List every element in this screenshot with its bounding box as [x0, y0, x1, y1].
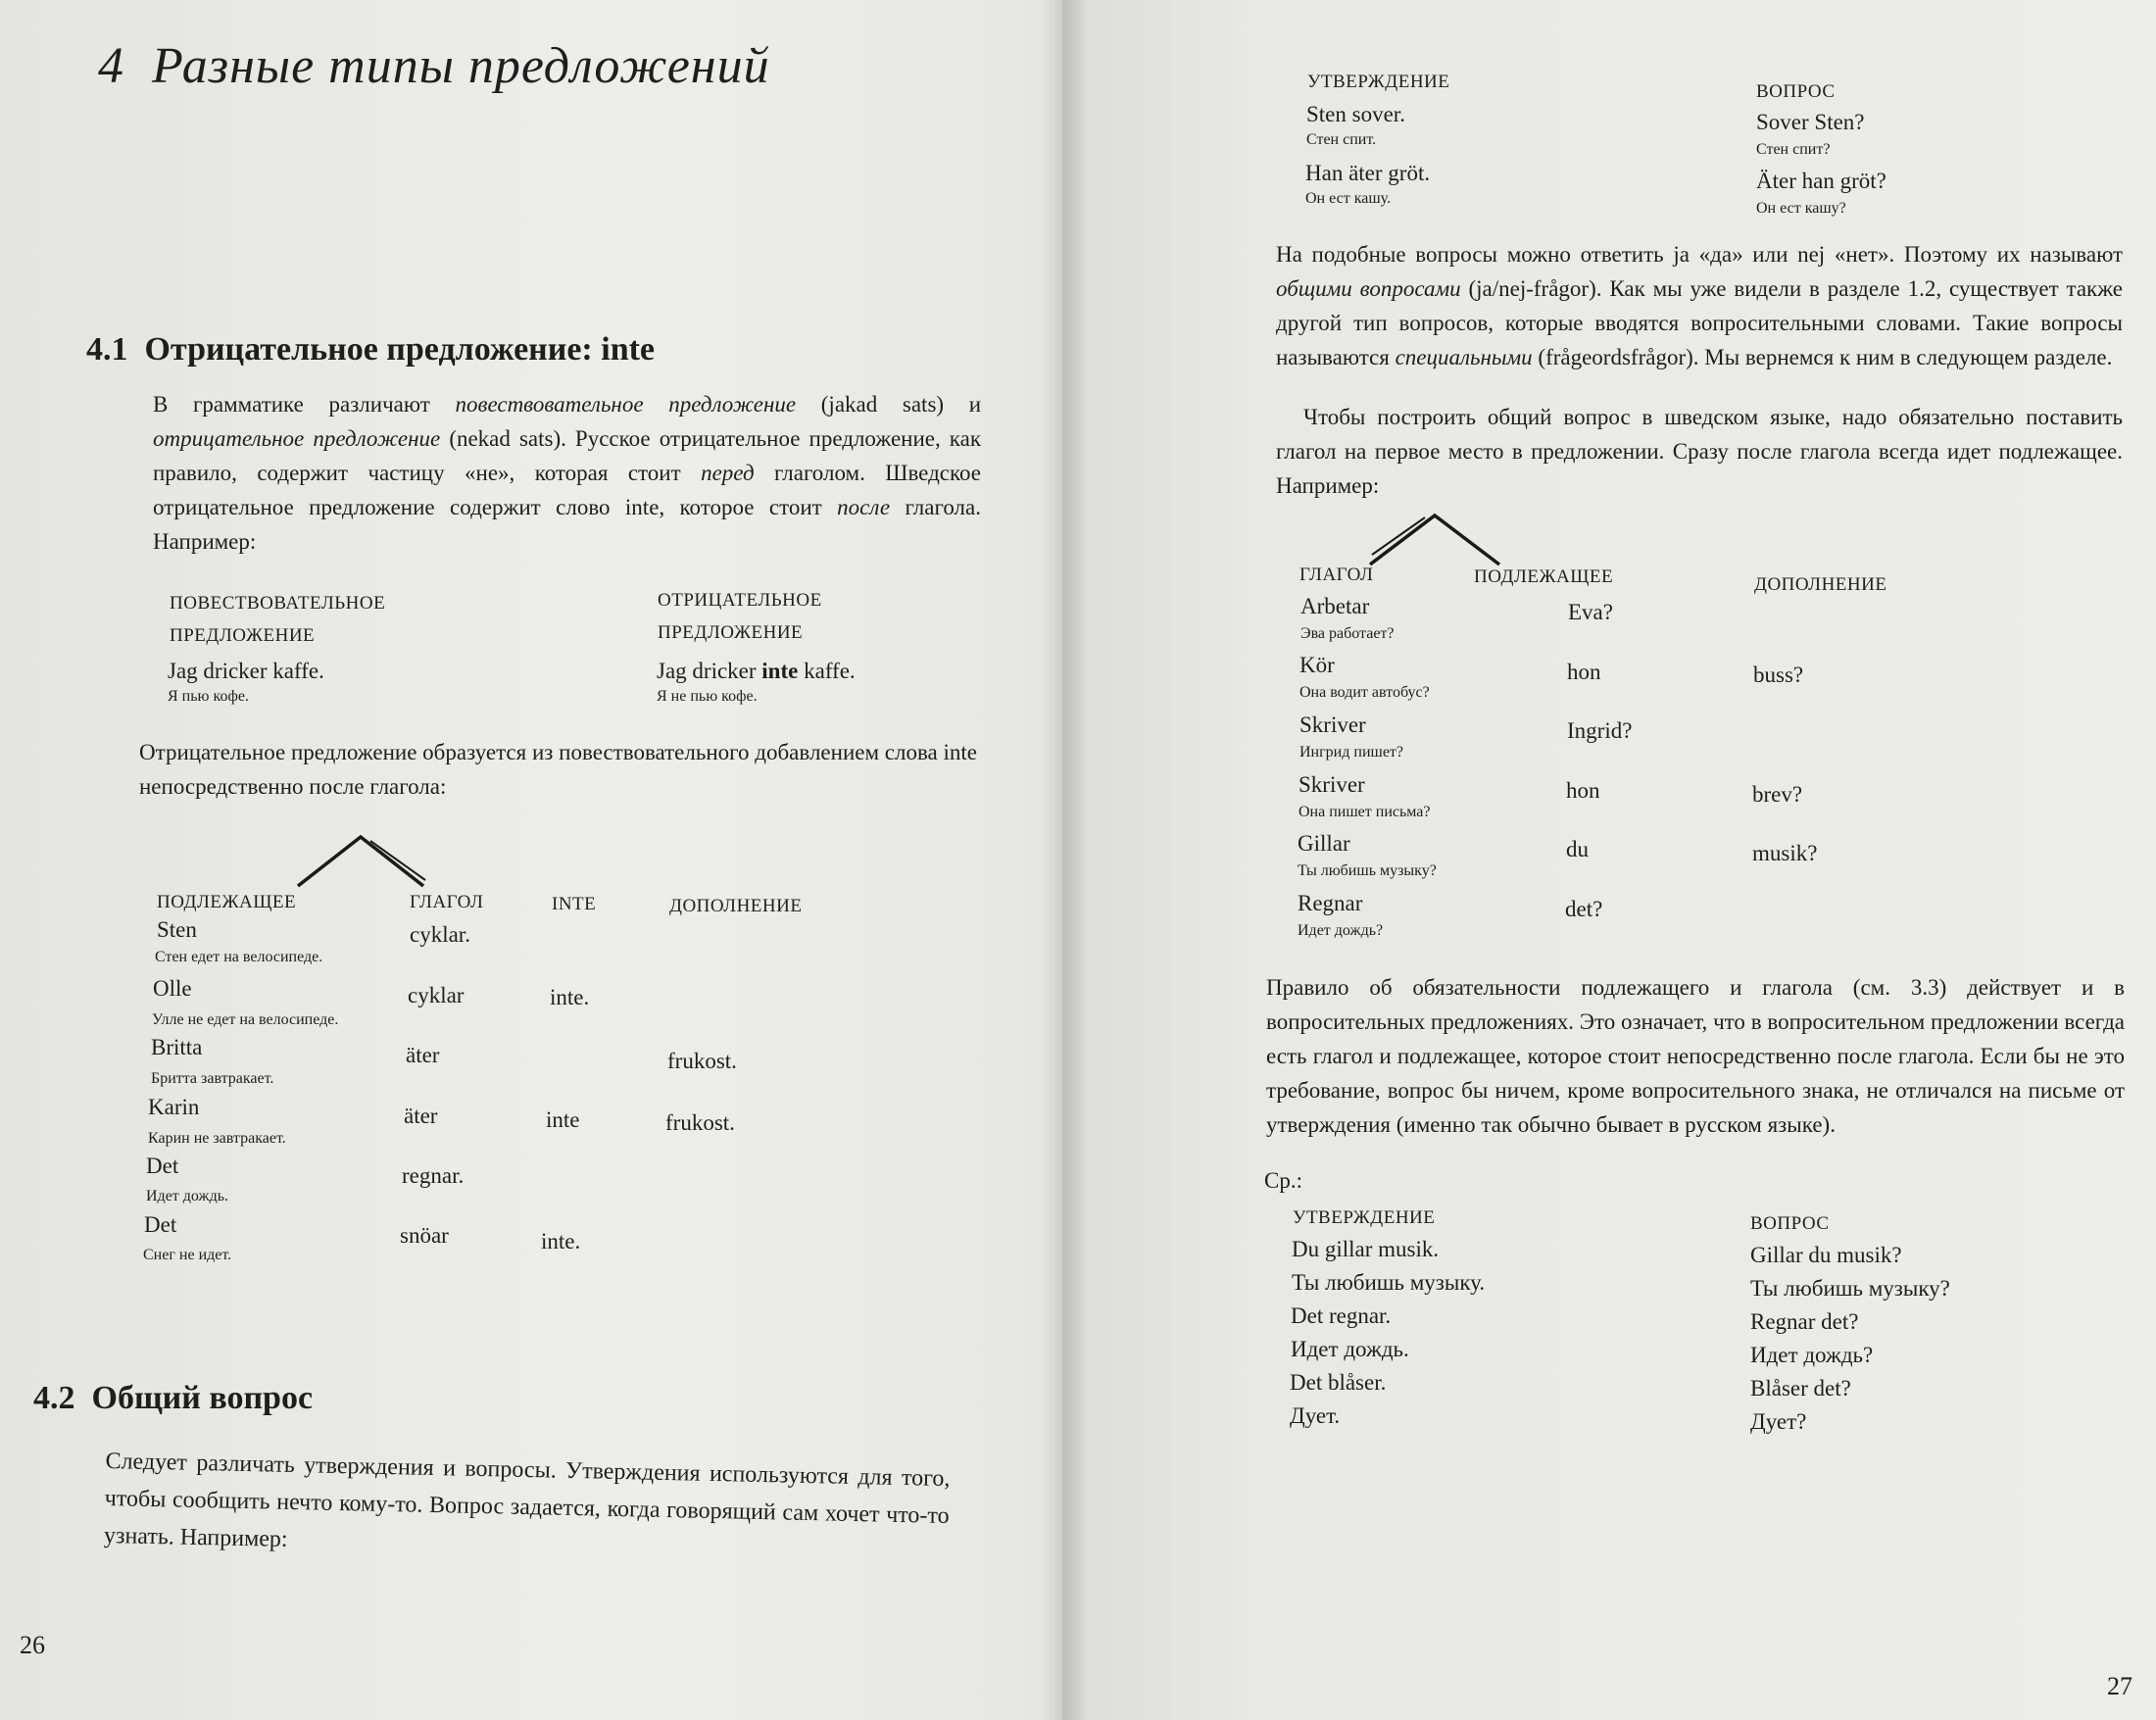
chapter-heading [98, 37, 770, 95]
bottom-statement-1: Du gillar musik. [1292, 1237, 1440, 1261]
header-object: ДОПОЛНЕНИЕ [669, 896, 803, 916]
q-row-3-verb: Skriver [1299, 713, 1366, 737]
section-4-1-intro: В грамматике различают повествовательное предложение (jakad sats) и отрицательное предложение (nekad sats). Русское отрицательное предложение, как правило, содержит частицу «не», которая стоит перед глаголом. Шведское отрицательное предложение содержит слово inte, которое стоит после глагола. Например: [153, 392, 982, 554]
row-4-subject: Karin [148, 1095, 200, 1119]
q-row-2-object: buss? [1753, 663, 1804, 687]
q-row-5-subject: du [1566, 837, 1589, 861]
obligatory-subject-paragraph: Правило об обязательности подлежащего и глагола (см. 3.3) действует и в вопросительных предложениях. Это означает, что в вопросительном предложении всегда есть глагол и подлежащее, которое стоит непосредственно после глагола. Если бы не это требование, вопрос бы ничем, кроме вопросительного знака, не отличался на письме от утверждения (именно так обычно бывает в русском языке). [1266, 975, 2125, 1137]
top-header-question: ВОПРОС [1756, 81, 1836, 102]
row-2-inte: inte. [550, 985, 590, 1009]
row-4-verb: äter [404, 1104, 438, 1128]
chapter-title: Разные типы предложений [152, 38, 770, 94]
row-2-verb: cyklar [408, 983, 465, 1007]
right-page [1062, 0, 2156, 1720]
row-1-subject: Sten [157, 917, 197, 942]
q-row-2-verb: Kör [1299, 653, 1335, 677]
bottom-statement-6: Дует. [1290, 1403, 1341, 1428]
example-header-affirmative-2: ПРЕДЛОЖЕНИЕ [170, 625, 316, 646]
section-number: 4.2 [33, 1380, 75, 1416]
header-verb: ГЛАГОЛ [1299, 565, 1374, 585]
top-statement-1-russian: Стен спит. [1306, 131, 1377, 148]
row-4-object: frukost. [665, 1110, 735, 1135]
row-3-russian: Бритта завтракает. [151, 1070, 274, 1087]
bottom-statement-5: Det blåser. [1290, 1370, 1387, 1395]
bottom-statement-2: Ты любишь музыку. [1292, 1270, 1486, 1295]
row-3-object: frukost. [667, 1049, 737, 1073]
header-subject: ПОДЛЕЖАЩЕЕ [1474, 566, 1614, 587]
row-2-russian: Улле не едет на велосипеде. [152, 1011, 339, 1028]
section-title: Отрицательное предложение: inte [144, 331, 656, 368]
row-5-russian: Идет дождь. [146, 1188, 229, 1204]
q-row-1-subject: Eva? [1568, 600, 1613, 624]
row-2-subject: Olle [153, 976, 192, 1001]
q-row-4-verb: Skriver [1298, 772, 1365, 797]
bottom-question-3: Regnar det? [1750, 1309, 1859, 1334]
row-6-inte: inte. [541, 1229, 581, 1253]
q-row-5-object: musik? [1752, 841, 1818, 865]
row-1-russian: Стен едет на велосипеде. [155, 949, 323, 965]
page-number-right: 27 [2107, 1672, 2132, 1700]
q-row-6-russian: Идет дождь? [1298, 922, 1384, 939]
word-order-paragraph: Чтобы построить общий вопрос в шведском языке, надо обязательно поставить глагол на первое место в предложении. Сразу после глагола всегда идет подлежащее. Например: [1276, 405, 2123, 498]
q-row-1-verb: Arbetar [1300, 594, 1370, 618]
example-affirmative-russian: Я пью кофе. [168, 688, 249, 705]
word-order-arrow [294, 833, 431, 892]
top-header-statement: УТВЕРЖДЕНИЕ [1307, 72, 1450, 92]
row-3-subject: Britta [151, 1035, 203, 1059]
bottom-header-question: ВОПРОС [1750, 1213, 1830, 1234]
section-4-2-heading [33, 1380, 313, 1417]
section-number: 4.1 [86, 331, 128, 368]
formation-text: Отрицательное предложение образуется из повествовательного добавлением слова inte непосредственно после глагола: [139, 740, 977, 799]
inversion-arrow [1366, 512, 1503, 570]
q-row-6-verb: Regnar [1298, 891, 1363, 915]
example-negative-swedish: Jag dricker inte kaffe. [657, 659, 856, 683]
q-row-5-russian: Ты любишь музыку? [1298, 862, 1437, 879]
q-row-2-russian: Она водит автобус? [1299, 684, 1430, 701]
general-question-paragraph: На подобные вопросы можно ответить ja «да» или nej «нет». Поэтому их называют общими вопросами (ja/nej-frågor). Как мы уже видели в разделе 1.2, существует также другой тип вопросов, которые вводятся вопросительными словами. Такие вопросы называются специальными (frågeordsfrågor). Мы вернемся к ним в следующем разделе. [1276, 242, 2123, 369]
bottom-question-2: Ты любишь музыку? [1750, 1276, 1950, 1301]
row-4-inte: inte [546, 1107, 580, 1132]
q-row-6-subject: det? [1565, 897, 1603, 921]
section-4-2-intro: Следует различать утверждения и вопросы. Утверждения используются для того, чтобы сообщить нечто кому-то. Вопрос задается, когда говорящий сам хочет что-то узнать. Например: [103, 1448, 951, 1552]
row-6-russian: Снег не идет. [143, 1247, 232, 1263]
row-6-subject: Det [144, 1212, 177, 1237]
compare-label: Ср.: [1264, 1168, 1302, 1193]
q-row-3-subject: Ingrid? [1567, 718, 1633, 743]
header-verb: ГЛАГОЛ [410, 892, 484, 912]
q-row-3-russian: Ингрид пишет? [1299, 744, 1404, 761]
section-4-1-heading [86, 331, 655, 369]
top-question-2-russian: Он ест кашу? [1756, 200, 1846, 217]
q-row-4-russian: Она пишет письма? [1298, 804, 1431, 820]
top-statement-2: Han äter gröt. [1305, 161, 1431, 185]
example-header-negative-2: ПРЕДЛОЖЕНИЕ [658, 622, 804, 643]
top-question-1-russian: Стен спит? [1756, 141, 1831, 158]
top-question-2: Äter han gröt? [1756, 169, 1886, 193]
bottom-question-5: Blåser det? [1750, 1376, 1851, 1401]
q-row-2-subject: hon [1567, 660, 1601, 684]
row-6-verb: snöar [400, 1223, 449, 1248]
row-5-verb: regnar. [402, 1163, 465, 1188]
row-1-verb: cyklar. [410, 922, 470, 947]
header-subject: ПОДЛЕЖАЩЕЕ [157, 892, 297, 912]
bottom-question-6: Дует? [1750, 1409, 1807, 1434]
example-affirmative-swedish: Jag dricker kaffe. [168, 659, 324, 683]
top-question-1: Sover Sten? [1756, 110, 1865, 134]
q-row-4-object: brev? [1752, 782, 1803, 807]
section-title: Общий вопрос [91, 1380, 314, 1416]
chapter-number: 4 [98, 38, 124, 94]
bottom-question-4: Идет дождь? [1750, 1343, 1874, 1367]
q-row-4-subject: hon [1566, 778, 1600, 803]
top-statement-1: Sten sover. [1306, 102, 1405, 126]
row-4-russian: Карин не завтракает. [148, 1130, 286, 1147]
bottom-question-1: Gillar du musik? [1750, 1243, 1902, 1267]
left-page [0, 0, 1062, 1720]
example-negative-russian: Я не пью кофе. [657, 688, 758, 705]
example-header-affirmative-1: ПОВЕСТВОВАТЕЛЬНОЕ [170, 593, 386, 614]
page-number-left: 26 [20, 1631, 45, 1659]
header-inte: INTE [552, 894, 597, 914]
q-row-5-verb: Gillar [1298, 831, 1350, 856]
bottom-header-statement: УТВЕРЖДЕНИЕ [1293, 1207, 1436, 1228]
example-header-negative-1: ОТРИЦАТЕЛЬНОЕ [658, 590, 822, 611]
bottom-statement-3: Det regnar. [1291, 1303, 1392, 1328]
q-row-1-russian: Эва работает? [1300, 625, 1395, 642]
top-statement-2-russian: Он ест кашу. [1305, 190, 1392, 207]
row-3-verb: äter [406, 1043, 440, 1067]
row-5-subject: Det [146, 1154, 179, 1178]
header-object: ДОПОЛНЕНИЕ [1754, 574, 1887, 595]
bottom-statement-4: Идет дождь. [1291, 1337, 1409, 1361]
